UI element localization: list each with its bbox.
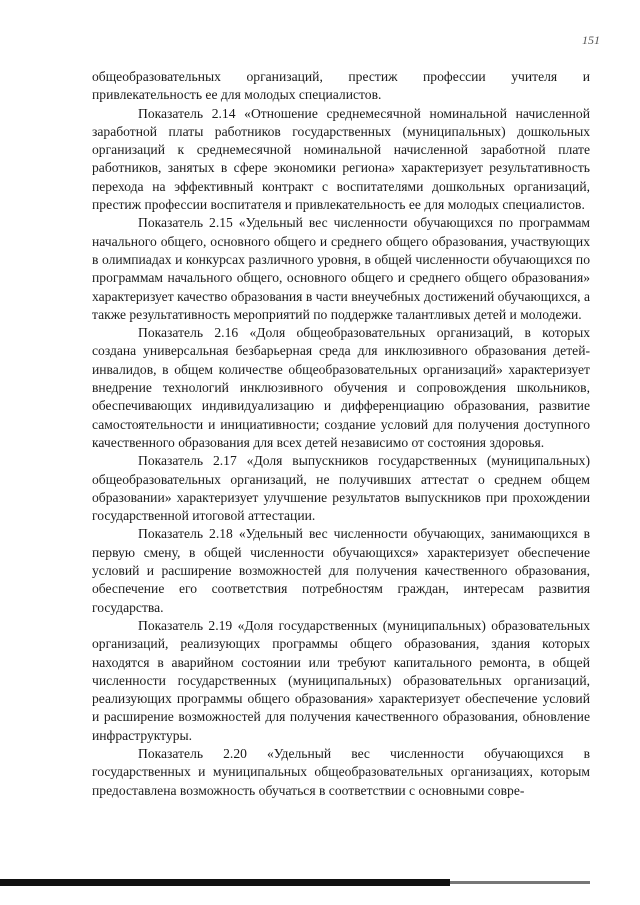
scan-edge-bar-tail xyxy=(450,881,590,884)
paragraph-indicator-2-16: Показатель 2.16 «Доля общеобразовательных организаций, в которых создана универсальная безбарьерная среда для инклюзивного образования детей-инвалидов, в общем количестве общеобразовательных организаций» характеризует внедрение технологий инклюзивного обучения и сопровождения школьников, обеспечивающих индивидуализацию и дифференциацию образования, развитие самостоятельности и инициативности; создание условий для получения доступного качественного образования для всех детей независимо от состояния здоровья. xyxy=(92,325,590,450)
paragraph-indicator-2-18: Показатель 2.18 «Удельный вес численности обучающих, занимающихся в первую смену, в общей численности обучающихся» характеризует обеспечение условий и расширение возможностей для получения качественного образования, обеспечение его соответствия потребностям граждан, интересам развития государства. xyxy=(92,526,590,615)
paragraph-continuation: общеобразовательных организаций, престиж профессии учителя и привлекательность ее для молодых специалистов. xyxy=(92,69,590,103)
paragraph-indicator-2-20: Показатель 2.20 «Удельный вес численности обучающихся в государственных и муниципальных общеобразовательных организациях, которым предоставлена возможность обучаться в соответствии с основными совре- xyxy=(92,745,590,798)
body-text xyxy=(92,68,590,800)
paragraph-indicator-2-17: Показатель 2.17 «Доля выпускников государственных (муниципальных) общеобразовательных организаций, не получивших аттестат о среднем общем образовании» характеризует улучшение результатов выпускников при прохождении государственной итоговой аттестации. xyxy=(92,453,590,524)
paragraph-indicator-2-15: Показатель 2.15 «Удельный вес численности обучающихся по программам начального общего, основного общего и среднего общего образования, участвующих в олимпиадах и конкурсах различного уровня, в общей численности обучающихся по программам начального общего, основного общего и среднего общего образования» характеризует качество образования в части внеучебных достижений обучающихся, а также результативность мероприятий по поддержке талантливых детей и молодежи. xyxy=(92,215,590,322)
paragraph-indicator-2-19: Показатель 2.19 «Доля государственных (муниципальных) образовательных организаций, реализующих программы общего образования, здания которых находятся в аварийном состоянии или требуют капитального ремонта, в общей численности государственных (муниципальных) образовательных организаций, реализующих программы общего образования» характеризует обеспечение условий и расширение возможностей для получения качественного образования, обновление инфраструктуры. xyxy=(92,617,590,743)
page-number: 151 xyxy=(582,33,600,47)
scan-edge-bar xyxy=(0,879,450,886)
paragraph-indicator-2-14: Показатель 2.14 «Отношение среднемесячной номинальной начисленной заработной платы работников государственных (муниципальных) дошкольных организаций к среднемесячной номинальной начисленной заработной плате работников, занятых в сфере экономики региона» характеризует результативность перехода на эффективный контракт с воспитателями дошкольных организаций, престиж профессии воспитателя и привлекательность ее для молодых специалистов. xyxy=(92,105,590,213)
